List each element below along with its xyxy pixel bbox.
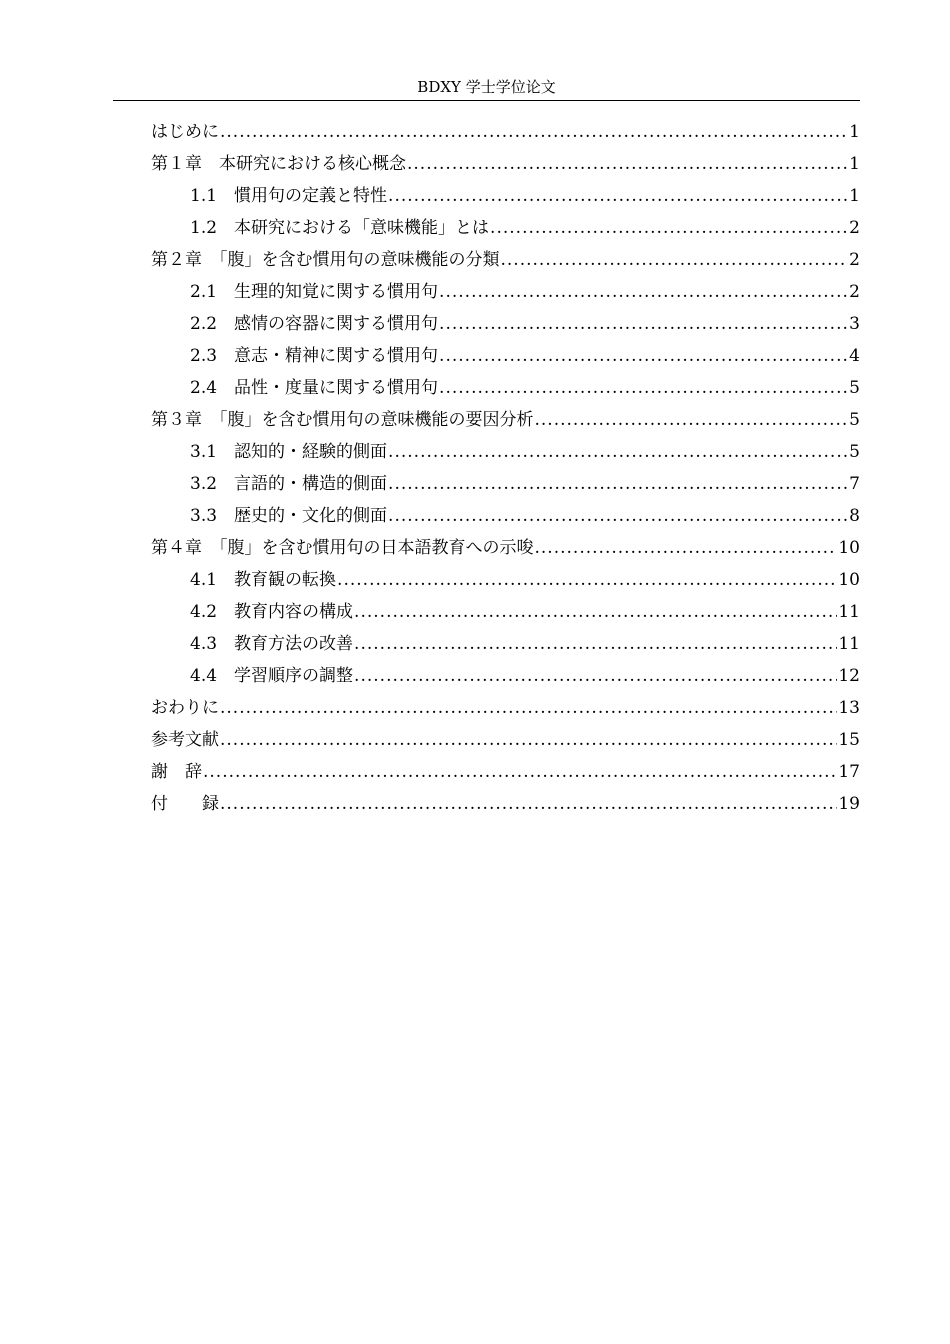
toc-entry[interactable] (151, 724, 860, 756)
header-title: BDXY 学士学位论文 (417, 78, 556, 96)
toc-leader-dots (501, 244, 849, 276)
toc-entry[interactable] (151, 148, 860, 180)
toc-leader-dots (439, 276, 848, 308)
toc-entry-label: 3.1 認知的・経験的側面 (190, 442, 388, 462)
toc-leader-dots (439, 308, 848, 340)
toc-entry[interactable] (151, 500, 860, 532)
toc-leader-dots (337, 564, 837, 596)
toc-entry-label: 参考文献 (151, 730, 219, 750)
toc-entry[interactable] (151, 692, 860, 724)
toc-leader-dots (220, 724, 837, 756)
toc-entry-label: 第４章 「腹」を含む慣用句の日本語教育への示唆 (151, 538, 534, 558)
toc-page-number: 17 (838, 762, 860, 782)
toc-leader-dots (388, 436, 848, 468)
toc-page-number: 12 (838, 666, 860, 686)
toc-page-number: 13 (838, 698, 860, 718)
toc-leader-dots (220, 692, 837, 724)
toc-entry[interactable] (151, 532, 860, 564)
toc-leader-dots (354, 596, 837, 628)
toc-leader-dots (439, 340, 848, 372)
toc-page-number: 1 (849, 122, 860, 142)
toc-entry[interactable] (151, 244, 860, 276)
toc-entry[interactable] (151, 468, 860, 500)
toc-leader-dots (490, 212, 848, 244)
toc-entry-label: 2.2 感情の容器に関する慣用句 (190, 314, 439, 334)
toc-page-number: 2 (849, 250, 860, 270)
toc-entry-label: 1.2 本研究における「意味機能」とは (190, 218, 490, 238)
toc-entry-label: おわりに (151, 698, 219, 718)
toc-entry[interactable] (151, 116, 860, 148)
toc-entry-label: 4.2 教育内容の構成 (190, 602, 354, 622)
toc-page-number: 1 (849, 154, 860, 174)
toc-entry-label: 第２章 「腹」を含む慣用句の意味機能の分類 (151, 250, 500, 270)
toc-entry[interactable] (151, 436, 860, 468)
toc-page-number: 19 (838, 794, 860, 814)
toc-page-number: 10 (838, 570, 860, 590)
toc-entry[interactable] (151, 660, 860, 692)
toc-leader-dots (388, 468, 848, 500)
toc-leader-dots (439, 372, 848, 404)
toc-entry[interactable] (151, 628, 860, 660)
toc-entry-label: 第３章 「腹」を含む慣用句の意味機能の要因分析 (151, 410, 534, 430)
toc-page-number: 10 (838, 538, 860, 558)
toc-page-number: 8 (849, 506, 860, 526)
toc-leader-dots (535, 532, 838, 564)
toc-page-number: 3 (849, 314, 860, 334)
toc-page-number: 11 (838, 634, 860, 654)
toc-page-number: 2 (849, 218, 860, 238)
table-of-contents (151, 116, 860, 820)
toc-entry-label: 2.3 意志・精神に関する慣用句 (190, 346, 439, 366)
toc-entry-label: 第１章 本研究における核心概念 (151, 154, 406, 174)
toc-entry-label: 4.1 教育観の転換 (190, 570, 337, 590)
toc-leader-dots (203, 756, 837, 788)
toc-leader-dots (220, 788, 837, 820)
toc-leader-dots (220, 116, 848, 148)
toc-entry[interactable] (151, 564, 860, 596)
toc-entry-label: はじめに (151, 122, 219, 142)
toc-entry[interactable] (151, 212, 860, 244)
toc-page-number: 5 (849, 410, 860, 430)
toc-entry[interactable] (151, 372, 860, 404)
toc-page-number: 2 (849, 282, 860, 302)
toc-entry-label: 謝 辞 (151, 762, 202, 782)
toc-leader-dots (354, 628, 837, 660)
toc-entry[interactable] (151, 180, 860, 212)
toc-leader-dots (407, 148, 848, 180)
toc-entry-label: 4.4 学習順序の調整 (190, 666, 354, 686)
toc-entry-label: 3.3 歴史的・文化的側面 (190, 506, 388, 526)
toc-leader-dots (535, 404, 849, 436)
toc-page-number: 7 (849, 474, 860, 494)
toc-entry[interactable] (151, 756, 860, 788)
toc-leader-dots (388, 500, 848, 532)
toc-page-number: 11 (838, 602, 860, 622)
toc-leader-dots (388, 180, 848, 212)
toc-entry[interactable] (151, 276, 860, 308)
toc-leader-dots (354, 660, 837, 692)
toc-entry-label: 4.3 教育方法の改善 (190, 634, 354, 654)
toc-entry-label: 付 録 (151, 794, 219, 814)
toc-page-number: 4 (849, 346, 860, 366)
toc-entry-label: 1.1 慣用句の定義と特性 (190, 186, 388, 206)
toc-entry-label: 2.4 品性・度量に関する慣用句 (190, 378, 439, 398)
page-header (113, 76, 860, 101)
toc-page-number: 5 (849, 442, 860, 462)
toc-entry-label: 3.2 言語的・構造的側面 (190, 474, 388, 494)
toc-entry[interactable] (151, 308, 860, 340)
toc-entry-label: 2.1 生理的知覚に関する慣用句 (190, 282, 439, 302)
toc-entry[interactable] (151, 340, 860, 372)
toc-page-number: 1 (849, 186, 860, 206)
toc-entry[interactable] (151, 596, 860, 628)
toc-entry[interactable] (151, 404, 860, 436)
toc-entry[interactable] (151, 788, 860, 820)
toc-page-number: 5 (849, 378, 860, 398)
toc-page-number: 15 (838, 730, 860, 750)
